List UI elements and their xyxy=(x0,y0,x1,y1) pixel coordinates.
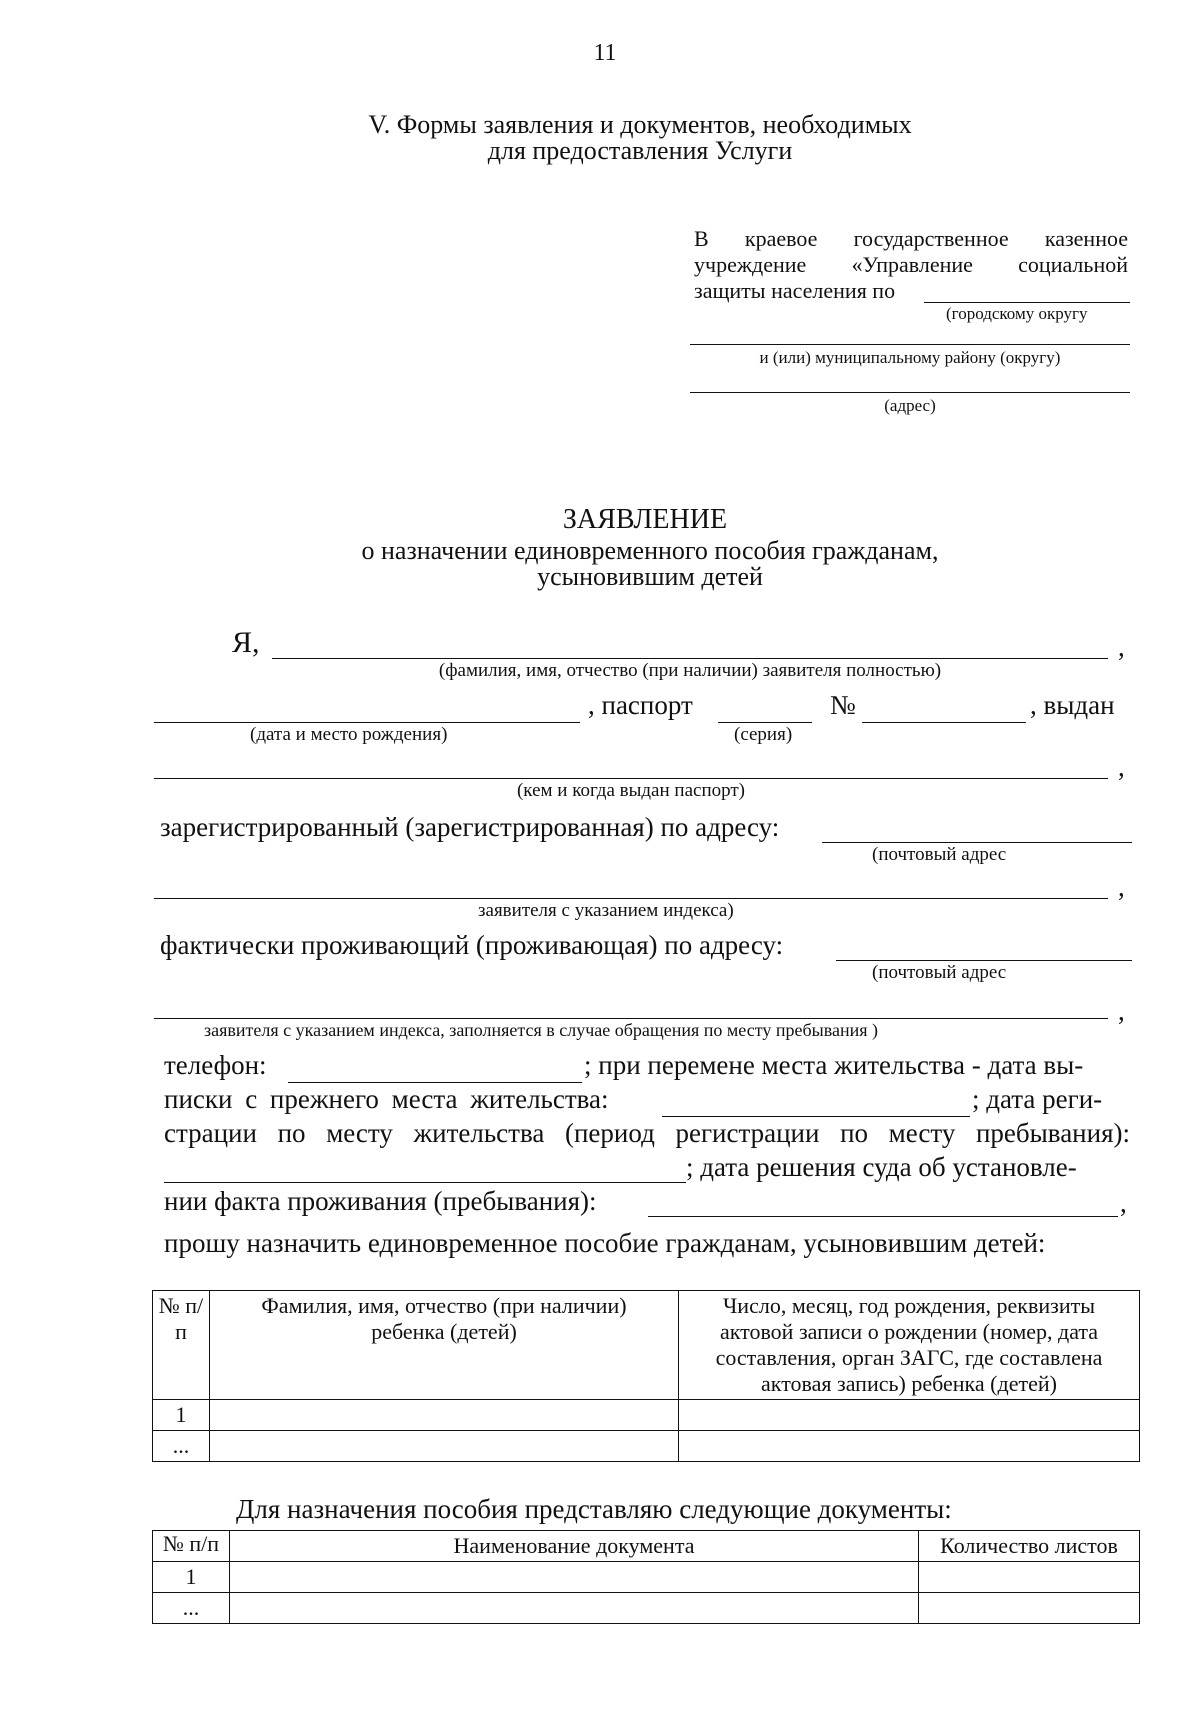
table-row xyxy=(153,1431,1140,1462)
label-issued: , выдан xyxy=(1030,690,1115,720)
table-cell-number: ... xyxy=(153,1431,210,1462)
addressee-line3: защиты населения по xyxy=(694,278,896,303)
table-row xyxy=(153,1593,1140,1624)
table-cell-number: 1 xyxy=(153,1562,230,1593)
column-header-sheet-count: Количество листов xyxy=(919,1531,1140,1562)
table-cell-child-name[interactable] xyxy=(210,1431,679,1462)
addressee-line1: В краевое государственное казенное xyxy=(694,226,1128,251)
text-line4-b: ; дата решения суда об установле- xyxy=(686,1152,1077,1182)
table-cell-sheet-count[interactable] xyxy=(919,1562,1140,1593)
section-title-line2: для предоставления Услуги xyxy=(487,136,793,165)
table-row xyxy=(153,1562,1140,1593)
table-cell-birth-details[interactable] xyxy=(679,1400,1140,1431)
comma-1: , xyxy=(1118,632,1125,662)
table-cell-number: 1 xyxy=(153,1400,210,1431)
hint-municipal-district: и (или) муниципальному району (округу) xyxy=(759,348,1061,367)
district-field[interactable] xyxy=(924,302,1130,303)
documents-intro: Для назначения пособия представляю следующие документы: xyxy=(236,1494,952,1524)
table-header-row xyxy=(153,1291,1140,1400)
text-line2-a: писки с прежнего места жительства: xyxy=(164,1084,609,1114)
column-header-number: № п/п xyxy=(153,1531,230,1562)
applicant-name-field[interactable] xyxy=(272,658,1108,659)
table-cell-document-name[interactable] xyxy=(230,1593,919,1624)
label-phone: телефон: xyxy=(164,1050,267,1080)
hint-address: (адрес) xyxy=(884,396,936,415)
column-header-child-name: Фамилия, имя, отчество (при наличии) ребенка (детей) xyxy=(210,1291,679,1400)
children-table xyxy=(152,1290,1140,1462)
comma-3: , xyxy=(1118,872,1125,902)
label-registered: зарегистрированный (зарегистрированная) по адресу: xyxy=(160,812,780,842)
doc-subtitle-line1: о назначении единовременного пособия гражданам, xyxy=(361,536,939,565)
hint-series: (серия) xyxy=(734,724,793,745)
table-row xyxy=(153,1400,1140,1431)
hint-postal-2: (почтовый адрес xyxy=(872,962,1007,983)
label-actual: фактически проживающий (проживающая) по адресу: xyxy=(160,930,784,960)
request-text: прошу назначить единовременное пособие гражданам, усыновившим детей: xyxy=(164,1228,1046,1258)
table-header-row xyxy=(153,1531,1140,1562)
column-header-number: № п/п xyxy=(153,1291,210,1400)
hint-fio: (фамилия, имя, отчество (при наличии) заявителя полностью) xyxy=(438,660,942,681)
hint-issued-by: (кем и когда выдан паспорт) xyxy=(516,780,745,801)
text-line5-a: нии факта проживания (пребывания): xyxy=(164,1186,597,1216)
text-line5-end: , xyxy=(1120,1188,1127,1218)
table-cell-birth-details[interactable] xyxy=(679,1431,1140,1462)
label-number-sign: № xyxy=(830,690,856,720)
registered-address-field-2[interactable] xyxy=(154,898,1108,899)
hint-birth: (дата и место рождения) xyxy=(250,724,448,745)
comma-2: , xyxy=(1118,752,1125,782)
issued-by-field[interactable] xyxy=(154,778,1108,779)
hint-city-district: (городскому округу xyxy=(946,304,1088,323)
doc-subtitle-line2: усыновившим детей xyxy=(537,562,763,591)
address-field[interactable] xyxy=(690,392,1130,393)
text-line2-b: ; дата реги- xyxy=(972,1084,1103,1114)
actual-address-field[interactable] xyxy=(836,960,1132,961)
birth-date-place-field[interactable] xyxy=(154,722,580,723)
table-cell-child-name[interactable] xyxy=(210,1400,679,1431)
comma-4: , xyxy=(1118,996,1125,1026)
hint-postal-2-cont: заявителя с указанием индекса, заполняется в случае обращения по месту пребывания ) xyxy=(204,1020,879,1040)
hint-postal-1-cont: заявителя с указанием индекса) xyxy=(478,900,734,921)
passport-series-field[interactable] xyxy=(718,722,812,723)
passport-number-field[interactable] xyxy=(862,722,1026,723)
court-decision-date-field[interactable] xyxy=(648,1216,1118,1217)
deregistration-date-field[interactable] xyxy=(662,1116,970,1117)
section-title-line1: V. Формы заявления и документов, необходимых xyxy=(368,110,912,139)
registration-date-field[interactable] xyxy=(164,1182,686,1183)
addressee-line2: учреждение «Управление социальной xyxy=(694,252,1128,277)
text-line3: страции по месту жительства (период регистрации по месту пребывания): xyxy=(164,1118,1130,1148)
actual-address-field-2[interactable] xyxy=(154,1018,1108,1019)
hint-postal-1: (почтовый адрес xyxy=(872,844,1007,865)
column-header-birth-details: Число, месяц, год рождения, реквизиты актовой записи о рождении (номер, дата составления, орган ЗАГС, где составлена актовая запись) ребенка (детей) xyxy=(679,1291,1140,1400)
table-cell-sheet-count[interactable] xyxy=(919,1593,1140,1624)
page-number: 11 xyxy=(593,40,617,66)
label-passport: , паспорт xyxy=(588,690,693,720)
registered-address-field[interactable] xyxy=(822,842,1132,843)
municipal-district-field[interactable] xyxy=(690,344,1130,345)
documents-table xyxy=(152,1530,1140,1624)
table-cell-number: ... xyxy=(153,1593,230,1624)
column-header-document-name: Наименование документа xyxy=(230,1531,919,1562)
table-cell-document-name[interactable] xyxy=(230,1562,919,1593)
phone-field[interactable] xyxy=(288,1082,582,1083)
label-ya: Я, xyxy=(232,626,260,659)
text-line1-b: ; при перемене места жительства - дата вы- xyxy=(584,1050,1084,1080)
doc-title: ЗАЯВЛЕНИЕ xyxy=(562,504,728,535)
